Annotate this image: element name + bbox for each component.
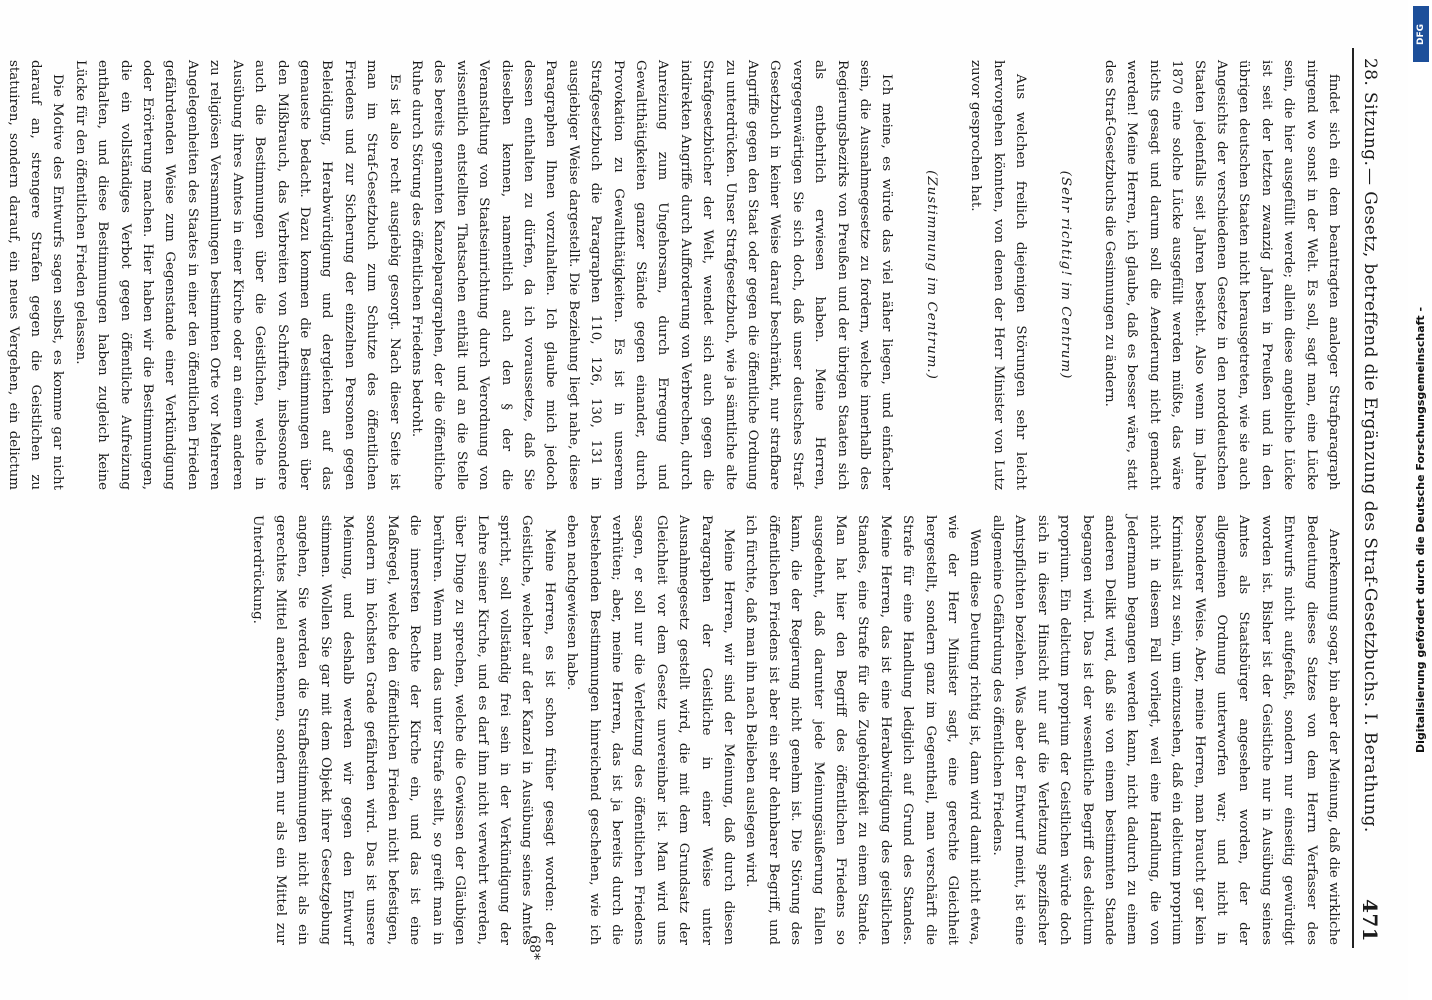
- interjection: (Sehr richtig! im Centrum): [1057, 170, 1073, 380]
- paragraph: Die Motive des Entwurfs sagen selbst, es komme gar nicht darauf an, strengere Strafen gegen die Geistlichen zu statuiren, sondern darauf, ein neues Vergehen, ein delictum: [5, 60, 66, 490]
- digitization-credit: Digitalisierung gefördert durch die Deutsche Forschungsgemeinschaft -: [1414, 306, 1427, 754]
- paragraph: Aus welchen freilich diejenigen Störungen sehr leicht hervorgehen könnten, von denen der Herr Minister von Lutz zuvor gesprochen hat.: [968, 60, 1029, 490]
- left-column: [5, 60, 1344, 490]
- right-column: [250, 515, 1344, 945]
- running-header: [1352, 48, 1382, 948]
- signature-mark: 68*: [526, 935, 542, 960]
- paragraph: Es ist also recht ausgiebig gesorgt. Nach dieser Seite ist man im Straf-Gesetzbuch zum Schutze des öffentlichen Friedens und zur Sicherung der einzelnen Personen gegen Beleidigung, Herabwürdigung und dergleichen auf das genaueste bedacht. Dazu kommen die Bestimmungen über den Mißbrauch, das Verbreiten von Schriften, insbesondere auch die Bestimmungen über die Geistlichen, welche in Ausübung ihres Amtes in einer Kirche oder an einem anderen zu religiösen Versammlungen bestimmten Orte vor Mehreren Angelegenheiten des Staates in einer den öffentlichen Frieden gefährdenden Weise zum Gegenstande einer Verkündigung oder Erörterung machen. Hier haben wir die Bestimmungen, die ein vollständiges Verbot gegen öffentliche Aufreizung enthalten, und diese Bestimmungen haben zugleich keine Lücke für den öffentlichen Frieden gelassen.: [72, 60, 402, 490]
- paragraph: findet sich ein dem beantragten analoger Strafparagraph nirgend wo sonst in der Welt. Es soll, sagt man, eine Lücke sein, die hier ausgefüllt werde; allein diese angebliche Lücke ist seit der letzten zwanzig Jahren in Preußen und in den übrigen deutschen Staaten nicht herausgetreten, wie sie auch Angesichts der verschiedenen Gesetze in den norddeutschen Staaten jedenfalls seit Jahren besteht. Also wenn im Jahre 1870 eine solche Lücke ausgefüllt werden müßte, das wäre nichts gesagt und darum soll die Aenderung nicht gemacht werden! Meine Herren, ich glaube, daß es besser wäre, statt des Straf-Gesetzbuchs die Gesinnungen zu ändern.: [1101, 60, 1341, 490]
- paragraph: Meine Herren, es ist schon früher gesagt worden: der Geistliche, welcher auf der Kanzel in Ausübung seines Amtes spricht, soll vollständig frei sein in der Verkündigung der Lehre seiner Kirche, und es darf ihm nicht verwehrt werden, über Dinge zu sprechen, welche die Gewissen der Gläubigen berühren. Wenn man das unter Strafe stellt, so greift man in die innersten Rechte der Kirche ein, und das ist eine Maßregel, welche den öffentlichen Frieden nicht befestigen, sondern im höchsten Grade gefährden wird. Das ist unsere Meinung, und deshalb werden wir gegen den Entwurf stimmen. Wollen Sie gar mit dem Objekt ihrer Gesetzgebung angehen, Sie werden die Strafbestimmungen nicht als ein gerechtes Mittel anerkennen, sondern nur als ein Mittel zur Unterdrückung.: [250, 515, 557, 945]
- paragraph: Meine Herren, wir sind der Meinung, daß durch diesen Paragraphen der Geistliche in einer Weise unter Ausnahmegesetz gestellt wird, die mit dem Grundsatz der Gleichheit vor dem Gesetz unvereinbar ist. Man wird uns sagen, er soll nur die Verletzung des öffentlichen Friedens verhüten; aber, meine Herren, das ist ja bereits durch die bestehenden Bestimmungen hinreichend geschehen, wie ich eben nachgewiesen habe.: [564, 515, 737, 945]
- page-number: 471: [1358, 899, 1382, 942]
- paragraph: Ich meine, es würde das viel näher liegen, und einfacher sein, die Ausnahmegesetze zu fordern, welche innerhalb des Regierungsbezirks von Preußen und der übrigen Staaten sich als entbehrlich erwiesen haben. Meine Herren, vergegenwärtigen Sie sich doch, daß unser deutsches Straf-Gesetzbuch in keiner Weise darauf beschränkt, nur strafbare Angriffe gegen den Staat oder gegen die öffentliche Ordnung zu unterdrücken. Unser Strafgesetzbuch, wie ja sämtliche alte Strafgesetzbücher der Welt, wendet sich auch gegen die indirekten Angriffe durch Aufforderung von Verbrechen, durch Anreizung zum Ungehorsam, durch Erregung und Gewaltthätigkeiten ganzer Stände gegen einander, durch Provokation zu Gewaltthätigkeiten. Es ist in unserem Strafgesetzbuch die Paragraphen 110, 126, 130, 131 in ausgiebiger Weise dargestellt. Die Beziehung liegt nahe, diese Paragraphen Ihnen vorzuhalten. Ich glaube mich jedoch dessen enthalten zu dürfen, da ich voraussetze, daß Sie dieselben kennen, namentlich auch den § der die Veranstaltung von Staatseinrichtung durch Verordnung von wissentlich entstellten Thatsachen enthält und an die Stelle des bereits genannten Kanzelparagraphen, der die öffentliche Ruhe durch Störung des öffentlichen Friedens bedroht.: [408, 60, 895, 490]
- interjection: (Zustimmung im Centrum.): [923, 170, 939, 380]
- header-title: — Gesetz, betreffend die Ergänzung des Straf-Gesetzbuchs. I. Berathung.: [1360, 168, 1380, 833]
- paragraph: Wenn diese Deutung richtig ist, dann wird damit nicht etwa, wie der Herr Minister sagt, eine gerechte Gleichheit hergestellt, sondern ganz im Gegentheil, man verschärft die Strafe für eine Handlung lediglich auf Grund des Standes. Meine Herren, das ist eine Herabwürdigung des geistlichen Standes, eine Strafe für die Zugehörigkeit zu einem Stande. Man hat hier den Begriff des öffentlichen Friedens so ausgedehnt, daß darunter jede Meinungsäußerung fallen kann, die der Regierung nicht genehm ist. Die Störung des öffentlichen Friedens ist aber ein sehr dehnbarer Begriff, und ich fürchte, daß man ihn nach Belieben auslegen wird.: [743, 515, 983, 945]
- paragraph: Anerkennung sogar, bin aber der Meinung, daß die wirkliche Bedeutung dieses Satzes von dem Herrn Verfasser des Entwurfs nicht aufgefaßt, sondern nur einseitig gewürdigt worden ist. Bisher ist der Geistliche nur in Ausübung seines Amtes als Staatsbürger angesehen worden, der der allgemeinen Ordnung unterworfen war; und nicht in besonderer Weise. Aber, meine Herren, man braucht gar kein Kriminalist zu sein, um einzusehen, daß ein delictum proprium nicht in diesem Fall vorliegt, weil eine Handlung, die von Jedermann begangen werden kann, nicht dadurch zu einem anderen Delikt wird, daß sie von einem bestimmten Stande begangen wird. Das ist der wesentliche Begriff des delictum proprium. Ein delictum proprium der Geistlichen würde doch sich in dieser Hinsicht nur auf die Verletzung spezifischer Amtspflichten beziehen. Was aber der Entwurf meint, ist eine allgemeine Gefährdung des öffentlichen Friedens.: [989, 515, 1341, 945]
- dfg-logo: DFG: [1413, 6, 1429, 62]
- session-label: 28. Sitzung.: [1360, 58, 1380, 167]
